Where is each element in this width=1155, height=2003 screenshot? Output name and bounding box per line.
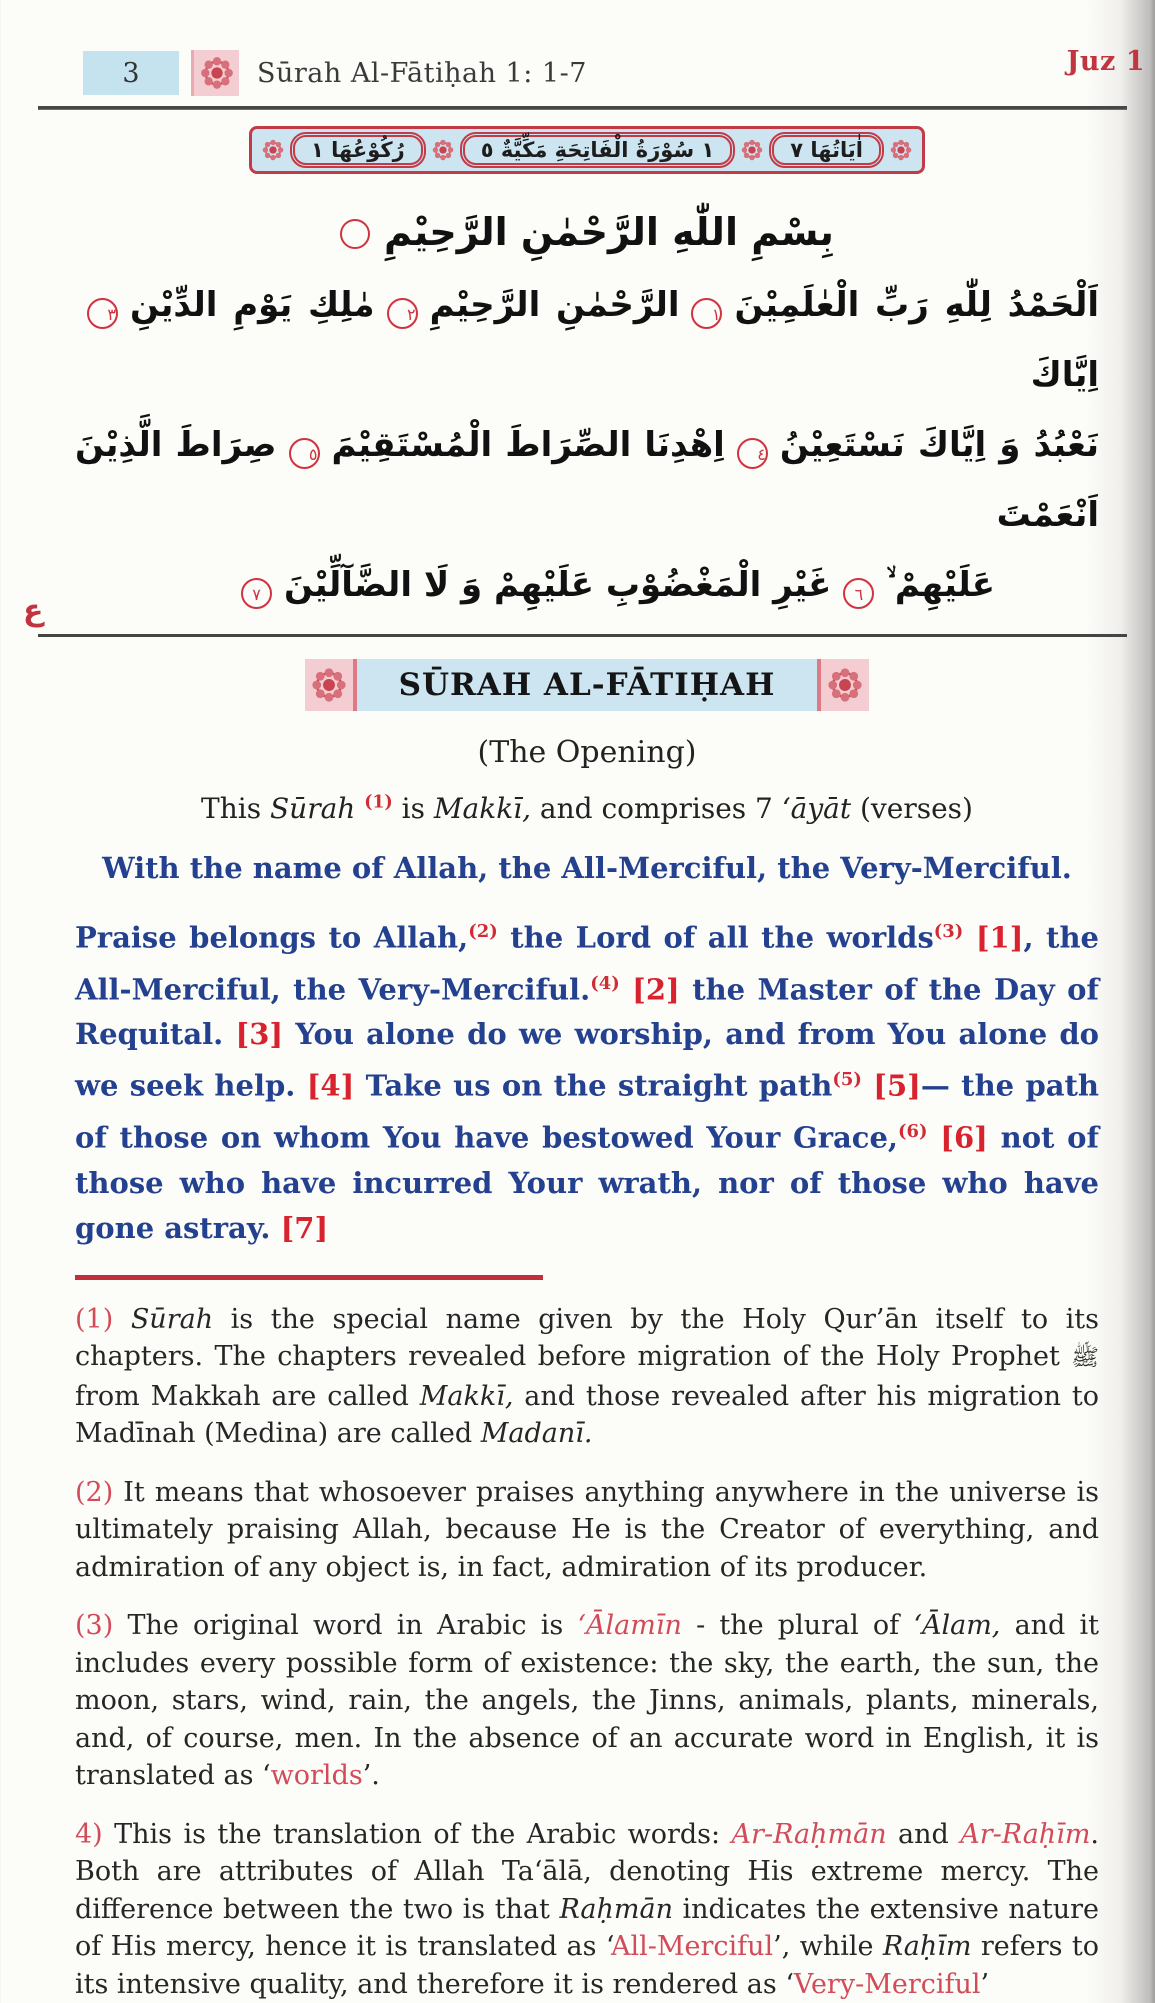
heading-rosette-icon (305, 659, 357, 711)
header-rosette-icon (191, 50, 239, 96)
text-segment (355, 792, 364, 825)
text-segment: (5) (832, 1069, 862, 1091)
text-segment: (verses) (851, 792, 973, 825)
band-verses-cell: اٰيَاتُهَا ٧ (769, 132, 884, 168)
text-segment: Makkī, (419, 1380, 514, 1412)
text-segment: (1) (364, 792, 393, 813)
text-segment: ‘Ālam, (913, 1610, 1001, 1642)
band-rosette-icon (260, 137, 286, 163)
text-segment: [5] (873, 1068, 921, 1103)
footnote-divider (75, 1275, 543, 1280)
basmalah-translation: With the name of Allah, the All-Merciful, the Very-Merciful. (102, 851, 1072, 885)
text-segment: and those revealed after his migration to Madīnah (Medina) are called (75, 1380, 1099, 1450)
text-segment: Ar-Raḥmān (731, 1818, 887, 1850)
text-segment: صِرَاطَ الَّذِيْنَ اَنْعَمْتَ (75, 425, 1099, 535)
ayah-number-circle: ٣ (87, 298, 118, 329)
text-segment: اِهْدِنَا الصِّرَاطَ الْمُسْتَقِيْمَ (331, 425, 725, 465)
text-segment: This (201, 792, 270, 825)
quran-line-1 (75, 270, 1099, 410)
text-segment: All-Merciful (610, 1931, 774, 1963)
text-segment: (4) (590, 972, 620, 994)
footnote-2 (75, 1474, 1099, 1587)
text-segment: [7] (280, 1210, 329, 1245)
text-segment: Sūrah (269, 792, 356, 825)
text-segment: Sūrah (130, 1303, 214, 1335)
verse-translation (75, 909, 1099, 1251)
ayah-number-circle: ١ (691, 298, 722, 329)
text-segment: ﷺ (1071, 1345, 1099, 1372)
text-segment: Ar-Raḥīm (960, 1818, 1091, 1850)
text-segment: اِيَّاكَ (1030, 355, 1099, 395)
bismillah-line (75, 200, 1099, 264)
text-segment: Take us on the straight path (354, 1068, 833, 1103)
text-segment: is (392, 792, 434, 825)
text-segment: ‘āyāt (781, 792, 852, 825)
band-rosette-icon (888, 137, 914, 163)
text-segment: Makkī, (433, 792, 532, 825)
text-segment: Very-Merciful (793, 1968, 981, 2000)
surah-heading-banner (305, 659, 870, 711)
text-segment: Raḥīm (882, 1931, 972, 1963)
text-segment: [3] (235, 1017, 284, 1052)
ayah-end-circle-icon (340, 219, 370, 249)
heading-rosette-icon (817, 659, 869, 711)
text-segment: اَلْحَمْدُ لِلّٰهِ رَبِّ الْعٰلَمِيْنَ (734, 285, 1099, 325)
page-title: Sūrah Al-Fātiḥah 1: 1-7 (257, 57, 587, 89)
footnote-3 (75, 1607, 1099, 1795)
text-segment: 4) (75, 1818, 115, 1850)
text-segment: from Makkah are called (75, 1380, 420, 1412)
text-segment (928, 1121, 941, 1155)
text-segment: and it includes every possible form of existence: the sky, the earth, the sun, the moon, stars, wind, rain, the angels, the Jinns, animals, plants, minerals, and, of course, men. In the absence of an accurate word in English, it is translated as ‘ (75, 1610, 1100, 1792)
bismillah-text: بِسْمِ اللّٰهِ الرَّحْمٰنِ الرَّحِيْمِ (384, 210, 834, 254)
text-segment: The original word in Arabic is (127, 1610, 578, 1642)
surah-subtitle: (The Opening) (477, 735, 697, 770)
text-segment: ’ (980, 1968, 990, 2000)
text-segment (620, 972, 632, 1006)
text-segment: the Lord of all the worlds (497, 920, 934, 955)
text-segment: (3) (933, 921, 964, 942)
text-segment: Praise belongs to Allah, (75, 920, 469, 955)
text-segment: (1) (75, 1303, 131, 1335)
text-segment: (2) (75, 1476, 124, 1508)
ayah-number-circle: ٢ (387, 298, 418, 329)
text-segment: indicates the extensive nature of His mercy, hence it is translated as ‘ (75, 1893, 1099, 1963)
text-segment: [2] (632, 972, 680, 1007)
text-segment: the Master of the Day of Requital. (75, 972, 1099, 1052)
text-segment: is the special name given by the Holy Qur’ān itself to its chapters. The chapters revealed before migration of the Holy Prophet (75, 1303, 1100, 1373)
text-segment: غَيْرِ الْمَغْضُوْبِ عَلَيْهِمْ وَ لَا الضَّآلِّيْنَ (284, 565, 832, 605)
text-segment: This is the translation of the Arabic words: (114, 1818, 732, 1850)
text-segment: - the plural of (681, 1610, 914, 1642)
band-ruku-cell: رُكُوْعُهَا ١ (290, 132, 426, 168)
page-header (75, 46, 1145, 96)
footnote-4 (75, 1816, 1099, 2003)
text-segment: (2) (468, 921, 498, 942)
ayah-number-circle: ٤ (737, 438, 768, 469)
text-segment: الرَّحْمٰنِ الرَّحِيْمِ (429, 285, 680, 325)
quran-line-3 (23, 550, 1099, 628)
text-segment: refers to its intensive quality, and therefore it is rendered as ‘ (75, 1931, 1100, 2000)
surah-intro-line (75, 792, 1099, 825)
text-segment: عَلَيْهِمْ ۙ (886, 565, 995, 605)
text-segment: (3) (75, 1610, 128, 1642)
text-segment: Madanī. (480, 1418, 593, 1450)
text-segment: ‘Ālamīn (577, 1610, 682, 1642)
quran-line-2 (75, 410, 1099, 550)
text-segment: You alone do we worship, and from You alone do we seek help. (75, 1017, 1099, 1103)
text-segment: . Both are attributes of Allah Ta‘ālā, denoting His extreme mercy. The difference between the two is that (75, 1818, 1100, 1925)
text-segment: and (886, 1818, 961, 1850)
text-segment: , the All-Merciful, the Very-Merciful. (75, 920, 1099, 1007)
text-segment: — the path of those on whom You have bestowed Your Grace, (75, 1068, 1099, 1155)
text-segment: مٰلِكِ يَوْمِ الدِّيْنِ (130, 285, 375, 325)
ayah-number-circle: ٥ (289, 438, 320, 469)
ruku-margin-marker: ع (23, 593, 44, 628)
text-segment: [4] (306, 1068, 355, 1103)
header-rule (38, 106, 1127, 110)
text-segment: and comprises 7 (531, 792, 782, 825)
text-segment: نَعْبُدُ وَ اِيَّاكَ نَسْتَعِيْنُ (779, 425, 1099, 465)
text-segment: (6) (898, 1120, 928, 1142)
text-segment: Raḥmān (559, 1893, 673, 1925)
text-segment: ’. (362, 1760, 380, 1792)
ayah-number-circle: ٦ (843, 578, 874, 609)
text-segment: worlds (270, 1760, 363, 1792)
band-rosette-icon (430, 137, 456, 163)
surah-heading: SŪRAH AL-FĀTIḤAH (357, 659, 818, 711)
band-rosette-icon (739, 137, 765, 163)
page-number: 3 (83, 51, 179, 95)
text-segment: It means that whosoever praises anything anywhere in the universe is ultimately praising Allah, because He is the Creator of everything, and admiration of any object is, in fact, admiration of its producer. (75, 1476, 1099, 1583)
ayah-number-circle: ٧ (241, 578, 272, 609)
section-rule (38, 634, 1127, 637)
band-surah-name-cell: ١ سُوْرَةُ الْفَاتِحَةِ مَكِّيَّةٌ ٥ (460, 132, 736, 168)
text-segment: ’, while (773, 1931, 883, 1963)
text-segment: not of those who have incurred Your wrath, nor of those who have gone astray. (75, 1120, 1099, 1245)
footnote-1 (75, 1301, 1099, 1453)
surah-info-band (249, 126, 925, 174)
text-segment: [6] (940, 1120, 988, 1155)
text-segment: [1] (975, 920, 1024, 955)
text-segment (963, 921, 976, 955)
juz-label: Juz 1 (1066, 46, 1145, 77)
text-segment (862, 1069, 873, 1103)
